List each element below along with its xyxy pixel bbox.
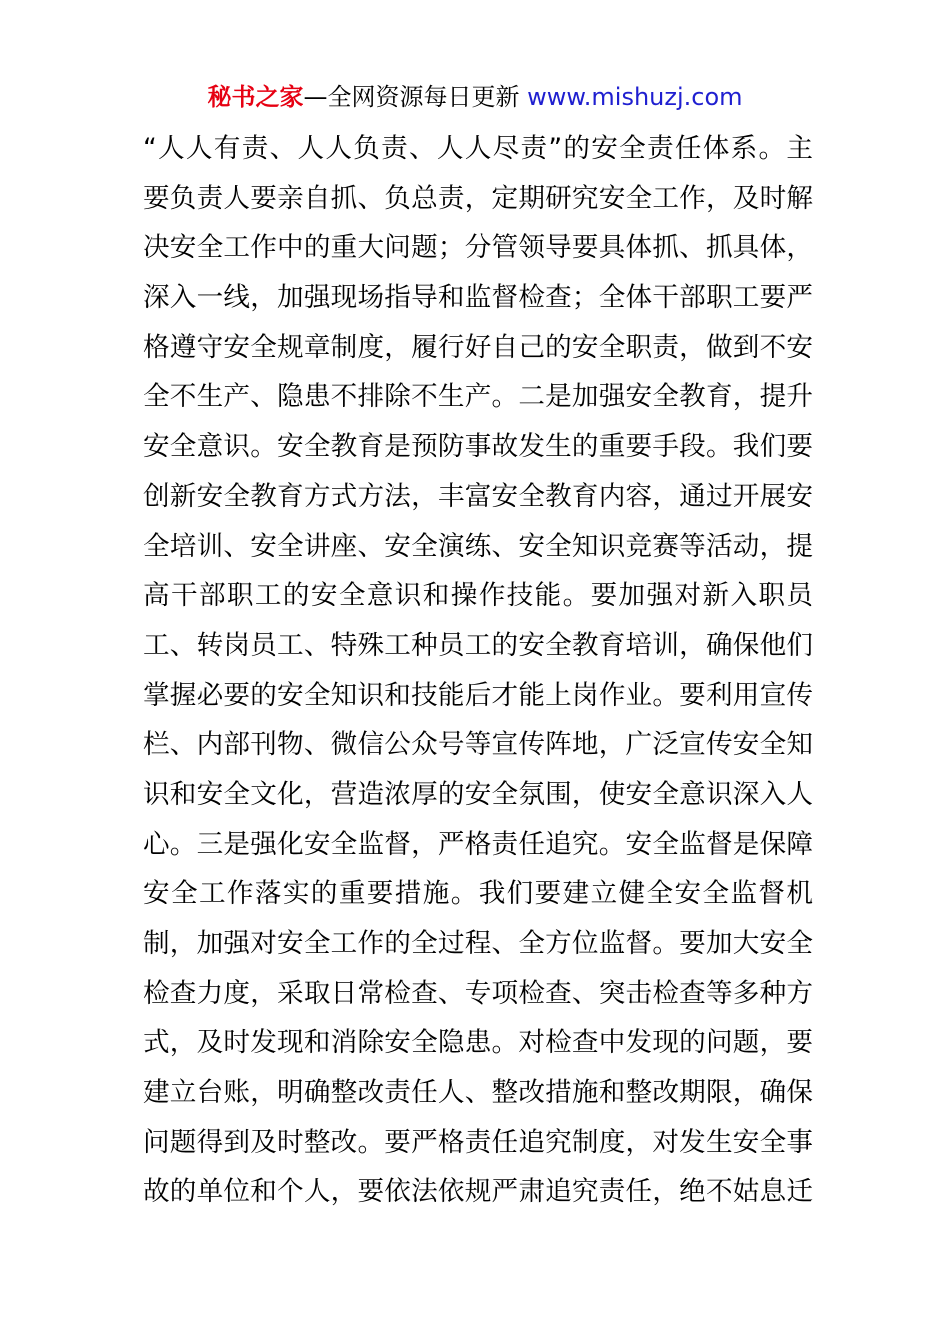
body-line: 问题得到及时整改。要严格责任追究制度，对发生安全事 <box>143 1126 813 1158</box>
page-header <box>0 80 950 114</box>
body-line: 识和安全文化，营造浓厚的安全氛围，使安全意识深入人 <box>143 778 813 810</box>
body-line: 工、转岗员工、特殊工种员工的安全教育培训，确保他们 <box>143 629 813 661</box>
body-line: 创新安全教育方式方法，丰富安全教育内容，通过开展安 <box>143 480 813 512</box>
body-line: 安全工作落实的重要措施。我们要建立健全安全监督机 <box>143 878 813 910</box>
site-brand: 秘书之家 <box>207 83 304 111</box>
site-url-link[interactable]: www.mishuzj.com <box>527 83 743 111</box>
body-line: 掌握必要的安全知识和技能后才能上岗作业。要利用宣传 <box>143 679 813 711</box>
body-line: “人人有责、人人负责、人人尽责”的安全责任体系。主 <box>143 133 813 164</box>
body-line: 全培训、安全讲座、安全演练、安全知识竞赛等活动，提 <box>143 530 813 562</box>
body-line: 制，加强对安全工作的全过程、全方位监督。要加大安全 <box>143 928 813 959</box>
body-line: 全不生产、隐患不排除不生产。二是加强安全教育，提升 <box>143 381 813 413</box>
document-body <box>143 124 813 1217</box>
site-tagline: —全网资源每日更新 <box>303 83 520 111</box>
body-line: 安全意识。安全教育是预防事故发生的重要手段。我们要 <box>143 431 813 463</box>
body-line: 格遵守安全规章制度，履行好自己的安全职责，做到不安 <box>143 331 813 363</box>
body-line: 高干部职工的安全意识和操作技能。要加强对新入职员 <box>143 580 813 612</box>
body-line: 式，及时发现和消除安全隐患。对检查中发现的问题，要 <box>143 1027 813 1059</box>
body-line: 要负责人要亲自抓、负总责，定期研究安全工作，及时解 <box>143 182 813 214</box>
body-line: 栏、内部刊物、微信公众号等宣传阵地，广泛宣传安全知 <box>143 729 813 761</box>
body-line: 故的单位和个人，要依法依规严肃追究责任，绝不姑息迁 <box>143 1176 813 1208</box>
body-line: 检查力度，采取日常检查、专项检查、突击检查等多种方 <box>143 977 813 1009</box>
body-line: 建立台账，明确整改责任人、整改措施和整改期限，确保 <box>143 1077 813 1109</box>
body-line: 深入一线，加强现场指导和监督检查；全体干部职工要严 <box>143 282 813 314</box>
body-line: 心。三是强化安全监督，严格责任追究。安全监督是保障 <box>143 828 813 860</box>
body-line: 决安全工作中的重大问题；分管领导要具体抓、抓具体， <box>143 232 813 264</box>
